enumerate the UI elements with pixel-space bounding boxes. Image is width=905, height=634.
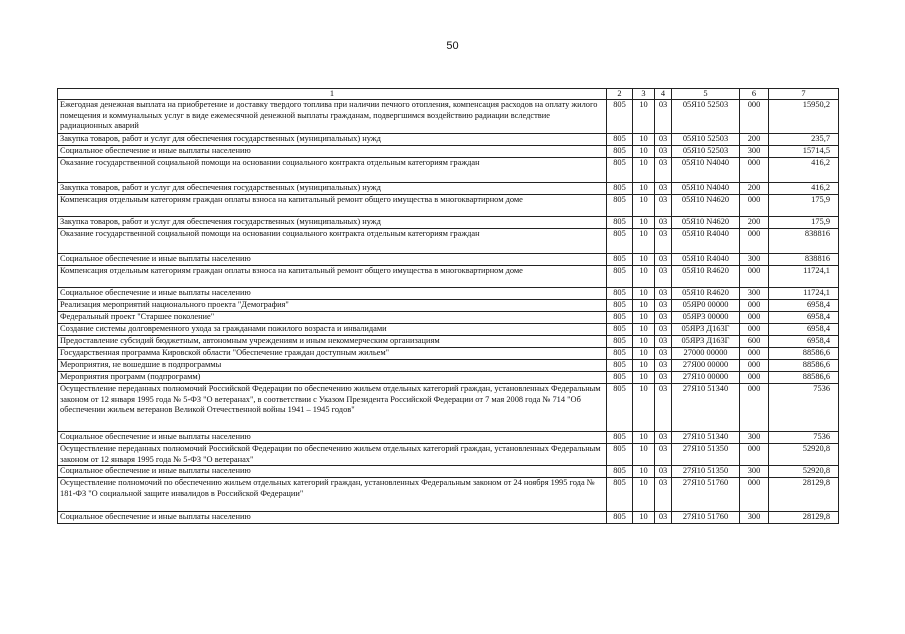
- admin-code-cell: 805: [607, 348, 633, 360]
- subsection-cell: 03: [655, 288, 672, 300]
- expense-type-cell: 000: [740, 100, 769, 134]
- admin-code-cell: 805: [607, 254, 633, 266]
- admin-code-cell: 805: [607, 478, 633, 512]
- expense-type-cell: 200: [740, 183, 769, 195]
- admin-code-cell: 805: [607, 360, 633, 372]
- admin-code-cell: 805: [607, 158, 633, 183]
- amount-cell: 235,7: [769, 134, 839, 146]
- subsection-cell: 03: [655, 444, 672, 466]
- subsection-cell: 03: [655, 478, 672, 512]
- admin-code-cell: 805: [607, 466, 633, 478]
- section-cell: 10: [633, 466, 655, 478]
- subsection-cell: 03: [655, 146, 672, 158]
- target-article-cell: 27Я10 51350: [672, 444, 740, 466]
- subsection-cell: 03: [655, 372, 672, 384]
- section-cell: 10: [633, 512, 655, 524]
- table-header-row: [58, 89, 839, 100]
- section-cell: 10: [633, 288, 655, 300]
- admin-code-cell: 805: [607, 324, 633, 336]
- admin-code-cell: 805: [607, 146, 633, 158]
- section-cell: 10: [633, 217, 655, 229]
- table-row: [58, 336, 839, 348]
- amount-cell: 88586,6: [769, 348, 839, 360]
- subsection-cell: 03: [655, 466, 672, 478]
- section-cell: 10: [633, 100, 655, 134]
- table-row: [58, 217, 839, 229]
- section-cell: 10: [633, 134, 655, 146]
- amount-cell: 88586,6: [769, 360, 839, 372]
- row-name-cell: Оказание государственной социальной помощи на основании социального контракта отдельным категориям граждан: [58, 158, 607, 183]
- section-cell: 10: [633, 266, 655, 288]
- table-row: [58, 360, 839, 372]
- subsection-cell: 03: [655, 195, 672, 217]
- table-row: [58, 444, 839, 466]
- target-article-cell: 05ЯР3 00000: [672, 312, 740, 324]
- admin-code-cell: 805: [607, 288, 633, 300]
- expense-type-cell: 000: [740, 324, 769, 336]
- section-cell: 10: [633, 324, 655, 336]
- admin-code-cell: 805: [607, 217, 633, 229]
- row-name-cell: Социальное обеспечение и иные выплаты населению: [58, 432, 607, 444]
- admin-code-cell: 805: [607, 312, 633, 324]
- subsection-cell: 03: [655, 432, 672, 444]
- table-row: [58, 432, 839, 444]
- expense-type-cell: 000: [740, 360, 769, 372]
- row-name-cell: Социальное обеспечение и иные выплаты населению: [58, 146, 607, 158]
- admin-code-cell: 805: [607, 183, 633, 195]
- section-cell: 10: [633, 372, 655, 384]
- expense-type-cell: 300: [740, 512, 769, 524]
- row-name-cell: Социальное обеспечение и иные выплаты населению: [58, 288, 607, 300]
- expense-type-cell: 000: [740, 348, 769, 360]
- subsection-cell: 03: [655, 217, 672, 229]
- amount-cell: 838816: [769, 254, 839, 266]
- table-row: [58, 134, 839, 146]
- row-name-cell: Социальное обеспечение и иные выплаты населению: [58, 254, 607, 266]
- target-article-cell: 27Я10 51760: [672, 512, 740, 524]
- table-row: [58, 372, 839, 384]
- expense-type-cell: 000: [740, 300, 769, 312]
- section-cell: 10: [633, 158, 655, 183]
- amount-cell: 416,2: [769, 183, 839, 195]
- amount-cell: 6958,4: [769, 312, 839, 324]
- amount-cell: 52920,8: [769, 466, 839, 478]
- expense-type-cell: 300: [740, 146, 769, 158]
- row-name-cell: Оказание государственной социальной помощи на основании социального контракта отдельным категориям граждан: [58, 229, 607, 254]
- section-cell: 10: [633, 146, 655, 158]
- admin-code-cell: 805: [607, 336, 633, 348]
- section-cell: 10: [633, 229, 655, 254]
- amount-cell: 88586,6: [769, 372, 839, 384]
- target-article-cell: 05ЯР0 00000: [672, 300, 740, 312]
- admin-code-cell: 805: [607, 134, 633, 146]
- row-name-cell: Федеральный проект "Старшее поколение": [58, 312, 607, 324]
- row-name-cell: Ежегодная денежная выплата на приобретение и доставку твердого топлива при наличии печного отопления, компенсация расходов на оплату жилого помещения и коммунальных услуг в виде ежемесячной денежной выплаты гражданам, подвергшимся воздействию радиации вследствие радиационных аварий: [58, 100, 607, 134]
- amount-cell: 6958,4: [769, 300, 839, 312]
- column-header: 7: [769, 89, 839, 100]
- subsection-cell: 03: [655, 158, 672, 183]
- section-cell: 10: [633, 336, 655, 348]
- subsection-cell: 03: [655, 348, 672, 360]
- row-name-cell: Мероприятия, не вошедшие в подпрограммы: [58, 360, 607, 372]
- row-name-cell: Компенсация отдельным категориям граждан оплаты взноса на капитальный ремонт общего имущества в многоквартирном доме: [58, 195, 607, 217]
- expense-type-cell: 200: [740, 217, 769, 229]
- subsection-cell: 03: [655, 336, 672, 348]
- subsection-cell: 03: [655, 229, 672, 254]
- amount-cell: 6958,4: [769, 324, 839, 336]
- column-header: 6: [740, 89, 769, 100]
- target-article-cell: 27Я10 51340: [672, 432, 740, 444]
- expense-type-cell: 000: [740, 158, 769, 183]
- subsection-cell: 03: [655, 183, 672, 195]
- amount-cell: 15950,2: [769, 100, 839, 134]
- amount-cell: 52920,8: [769, 444, 839, 466]
- amount-cell: 28129,8: [769, 512, 839, 524]
- expense-type-cell: 300: [740, 254, 769, 266]
- amount-cell: 15714,5: [769, 146, 839, 158]
- target-article-cell: 05Я10 R4040: [672, 254, 740, 266]
- expense-type-cell: 000: [740, 229, 769, 254]
- target-article-cell: 05Я10 N4040: [672, 158, 740, 183]
- amount-cell: 175,9: [769, 195, 839, 217]
- row-name-cell: Социальное обеспечение и иные выплаты населению: [58, 466, 607, 478]
- target-article-cell: 05Я10 R4620: [672, 266, 740, 288]
- row-name-cell: Предоставление субсидий бюджетным, автономным учреждениям и иным некоммерческим организациям: [58, 336, 607, 348]
- expense-type-cell: 300: [740, 466, 769, 478]
- target-article-cell: 27Я10 51340: [672, 384, 740, 432]
- expense-type-cell: 300: [740, 432, 769, 444]
- row-name-cell: Закупка товаров, работ и услуг для обеспечения государственных (муниципальных) нужд: [58, 217, 607, 229]
- target-article-cell: 05Я10 N4620: [672, 195, 740, 217]
- expense-type-cell: 200: [740, 134, 769, 146]
- row-name-cell: Реализация мероприятий национального проекта "Демография": [58, 300, 607, 312]
- target-article-cell: 05Я10 R4620: [672, 288, 740, 300]
- amount-cell: 7536: [769, 384, 839, 432]
- subsection-cell: 03: [655, 254, 672, 266]
- column-header: 1: [58, 89, 607, 100]
- subsection-cell: 03: [655, 266, 672, 288]
- column-header: 4: [655, 89, 672, 100]
- subsection-cell: 03: [655, 324, 672, 336]
- section-cell: 10: [633, 348, 655, 360]
- row-name-cell: Компенсация отдельным категориям граждан оплаты взноса на капитальный ремонт общего имущества в многоквартирном доме: [58, 266, 607, 288]
- row-name-cell: Осуществление переданных полномочий Российской Федерации по обеспечению жильем отдельных категорий граждан, установленных Федеральным законом от 12 января 1995 года № 5-ФЗ "О ветеранах": [58, 444, 607, 466]
- target-article-cell: 27Я10 00000: [672, 372, 740, 384]
- table-row: [58, 478, 839, 512]
- budget-table: [57, 88, 839, 524]
- table-row: [58, 183, 839, 195]
- table-row: [58, 384, 839, 432]
- subsection-cell: 03: [655, 512, 672, 524]
- subsection-cell: 03: [655, 312, 672, 324]
- admin-code-cell: 805: [607, 195, 633, 217]
- row-name-cell: Осуществление полномочий по обеспечению жильем отдельных категорий граждан, установленных Федеральным законом от 24 ноября 1995 года № 181-ФЗ "О социальной защите инвалидов в Российской Федерации": [58, 478, 607, 512]
- admin-code-cell: 805: [607, 372, 633, 384]
- row-name-cell: Осуществление переданных полномочий Российской Федерации по обеспечению жильем отдельных категорий граждан, установленных Федеральным законом от 12 января 1995 года № 5-ФЗ "О ветеранах", в соответствии с Указом Президента Российской Федерации от 7 мая 2008 года № 714 "Об обеспечении жильем ветеранов Великой Отечественной войны 1941 – 1945 годов": [58, 384, 607, 432]
- admin-code-cell: 805: [607, 432, 633, 444]
- target-article-cell: 27000 00000: [672, 348, 740, 360]
- row-name-cell: Закупка товаров, работ и услуг для обеспечения государственных (муниципальных) нужд: [58, 183, 607, 195]
- expense-type-cell: 000: [740, 266, 769, 288]
- amount-cell: 175,9: [769, 217, 839, 229]
- table-row: [58, 229, 839, 254]
- expense-type-cell: 000: [740, 312, 769, 324]
- table-row: [58, 195, 839, 217]
- table-row: [58, 288, 839, 300]
- subsection-cell: 03: [655, 360, 672, 372]
- table-row: [58, 254, 839, 266]
- section-cell: 10: [633, 384, 655, 432]
- admin-code-cell: 805: [607, 300, 633, 312]
- amount-cell: 6958,4: [769, 336, 839, 348]
- table-row: [58, 512, 839, 524]
- table-row: [58, 146, 839, 158]
- section-cell: 10: [633, 360, 655, 372]
- section-cell: 10: [633, 254, 655, 266]
- target-article-cell: 05Я10 52503: [672, 146, 740, 158]
- table-row: [58, 312, 839, 324]
- table-row: [58, 348, 839, 360]
- column-header: 3: [633, 89, 655, 100]
- admin-code-cell: 805: [607, 100, 633, 134]
- table-row: [58, 300, 839, 312]
- amount-cell: 28129,8: [769, 478, 839, 512]
- row-name-cell: Социальное обеспечение и иные выплаты населению: [58, 512, 607, 524]
- table-row: [58, 324, 839, 336]
- admin-code-cell: 805: [607, 266, 633, 288]
- expense-type-cell: 600: [740, 336, 769, 348]
- target-article-cell: 27Я10 51350: [672, 466, 740, 478]
- expense-type-cell: 000: [740, 372, 769, 384]
- target-article-cell: 05Я10 52503: [672, 100, 740, 134]
- table-row: [58, 466, 839, 478]
- amount-cell: 416,2: [769, 158, 839, 183]
- expense-type-cell: 000: [740, 478, 769, 512]
- expense-type-cell: 000: [740, 444, 769, 466]
- table-row: [58, 158, 839, 183]
- subsection-cell: 03: [655, 384, 672, 432]
- target-article-cell: 05ЯР3 Д163Г: [672, 324, 740, 336]
- section-cell: 10: [633, 444, 655, 466]
- section-cell: 10: [633, 195, 655, 217]
- subsection-cell: 03: [655, 134, 672, 146]
- column-header: 2: [607, 89, 633, 100]
- table-row: [58, 266, 839, 288]
- row-name-cell: Мероприятия программ (подпрограмм): [58, 372, 607, 384]
- row-name-cell: Государственная программа Кировской области "Обеспечение граждан доступным жильем": [58, 348, 607, 360]
- target-article-cell: 27Я00 00000: [672, 360, 740, 372]
- admin-code-cell: 805: [607, 512, 633, 524]
- subsection-cell: 03: [655, 100, 672, 134]
- subsection-cell: 03: [655, 300, 672, 312]
- target-article-cell: 05Я10 R4040: [672, 229, 740, 254]
- row-name-cell: Создание системы долговременного ухода за гражданами пожилого возраста и инвалидами: [58, 324, 607, 336]
- expense-type-cell: 300: [740, 288, 769, 300]
- table-row: [58, 100, 839, 134]
- target-article-cell: 05Я10 N4620: [672, 217, 740, 229]
- target-article-cell: 05ЯР3 Д163Г: [672, 336, 740, 348]
- target-article-cell: 27Я10 51760: [672, 478, 740, 512]
- row-name-cell: Закупка товаров, работ и услуг для обеспечения государственных (муниципальных) нужд: [58, 134, 607, 146]
- admin-code-cell: 805: [607, 444, 633, 466]
- expense-type-cell: 000: [740, 195, 769, 217]
- target-article-cell: 05Я10 52503: [672, 134, 740, 146]
- column-header: 5: [672, 89, 740, 100]
- section-cell: 10: [633, 478, 655, 512]
- amount-cell: 11724,1: [769, 288, 839, 300]
- amount-cell: 838816: [769, 229, 839, 254]
- admin-code-cell: 805: [607, 384, 633, 432]
- section-cell: 10: [633, 432, 655, 444]
- expense-type-cell: 000: [740, 384, 769, 432]
- target-article-cell: 05Я10 N4040: [672, 183, 740, 195]
- section-cell: 10: [633, 300, 655, 312]
- section-cell: 10: [633, 183, 655, 195]
- section-cell: 10: [633, 312, 655, 324]
- amount-cell: 11724,1: [769, 266, 839, 288]
- page-number: 50: [446, 40, 459, 52]
- amount-cell: 7536: [769, 432, 839, 444]
- admin-code-cell: 805: [607, 229, 633, 254]
